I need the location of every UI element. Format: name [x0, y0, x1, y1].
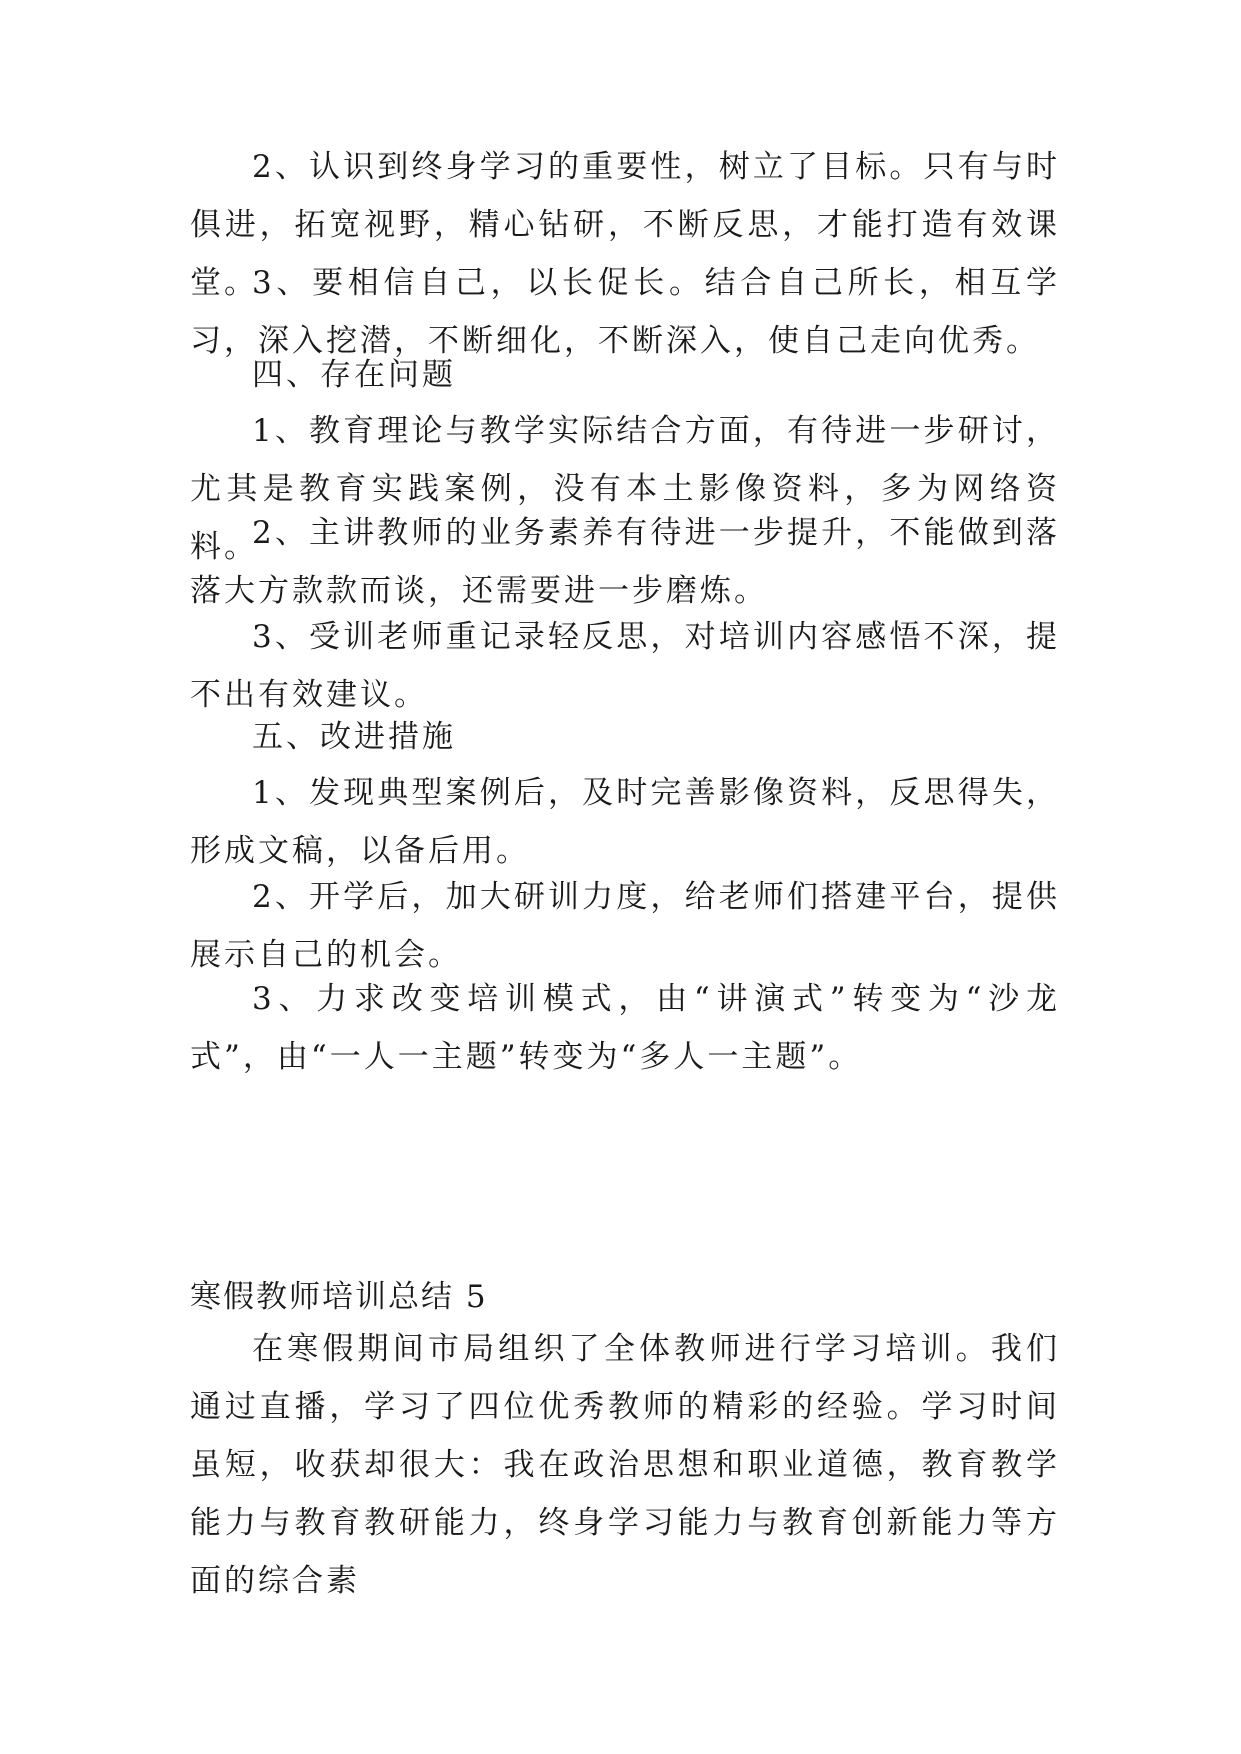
paragraph-problem-1: 1、教育理论与教学实际结合方面，有待进一步研讨，尤其是教育实践案例，没有本土影像资料，多为网络资料。 [190, 413, 1060, 565]
paragraph-measure-2: 2、开学后，加大研训力度，给老师们搭建平台，提供展示自己的机会。 [190, 879, 1060, 973]
paragraph-measure-3: 3、力求改变培训模式，由“讲演式”转变为“沙龙式”，由“一人一主题”转变为“多人一主题”。 [190, 981, 1060, 1075]
paragraph-believe-yourself: 3、要相信自己，以长促长。结合自己所长，相互学习，深入挖潜，不断细化，不断深入，使自己走向优秀。 [190, 265, 1060, 359]
paragraph-summary-5-intro: 在寒假期间市局组织了全体教师进行学习培训。我们通过直播，学习了四位优秀教师的精彩的经验。学习时间虽短，收获却很大：我在政治思想和职业道德，教育教学能力与教育教研能力，终身学习能力与教育创新能力等方面的综合素 [190, 1331, 1060, 1599]
paragraph-problem-3: 3、受训老师重记录轻反思，对培训内容感悟不深，提不出有效建议。 [190, 619, 1060, 713]
heading-existing-problems: 四、存在问题 [252, 357, 456, 393]
heading-improvement-measures: 五、改进措施 [252, 719, 456, 755]
paragraph-measure-1: 1、发现典型案例后，及时完善影像资料，反思得失，形成文稿，以备后用。 [190, 775, 1060, 869]
paragraph-problem-2: 2、主讲教师的业务素养有待进一步提升，不能做到落落大方款款而谈，还需要进一步磨炼。 [190, 515, 1060, 609]
section-title: 寒假教师培训总结 5 [190, 1279, 488, 1315]
paragraph-lifelong-learning: 2、认识到终身学习的重要性，树立了目标。只有与时俱进，拓宽视野，精心钻研，不断反思，才能打造有效课堂。 [190, 149, 1060, 301]
